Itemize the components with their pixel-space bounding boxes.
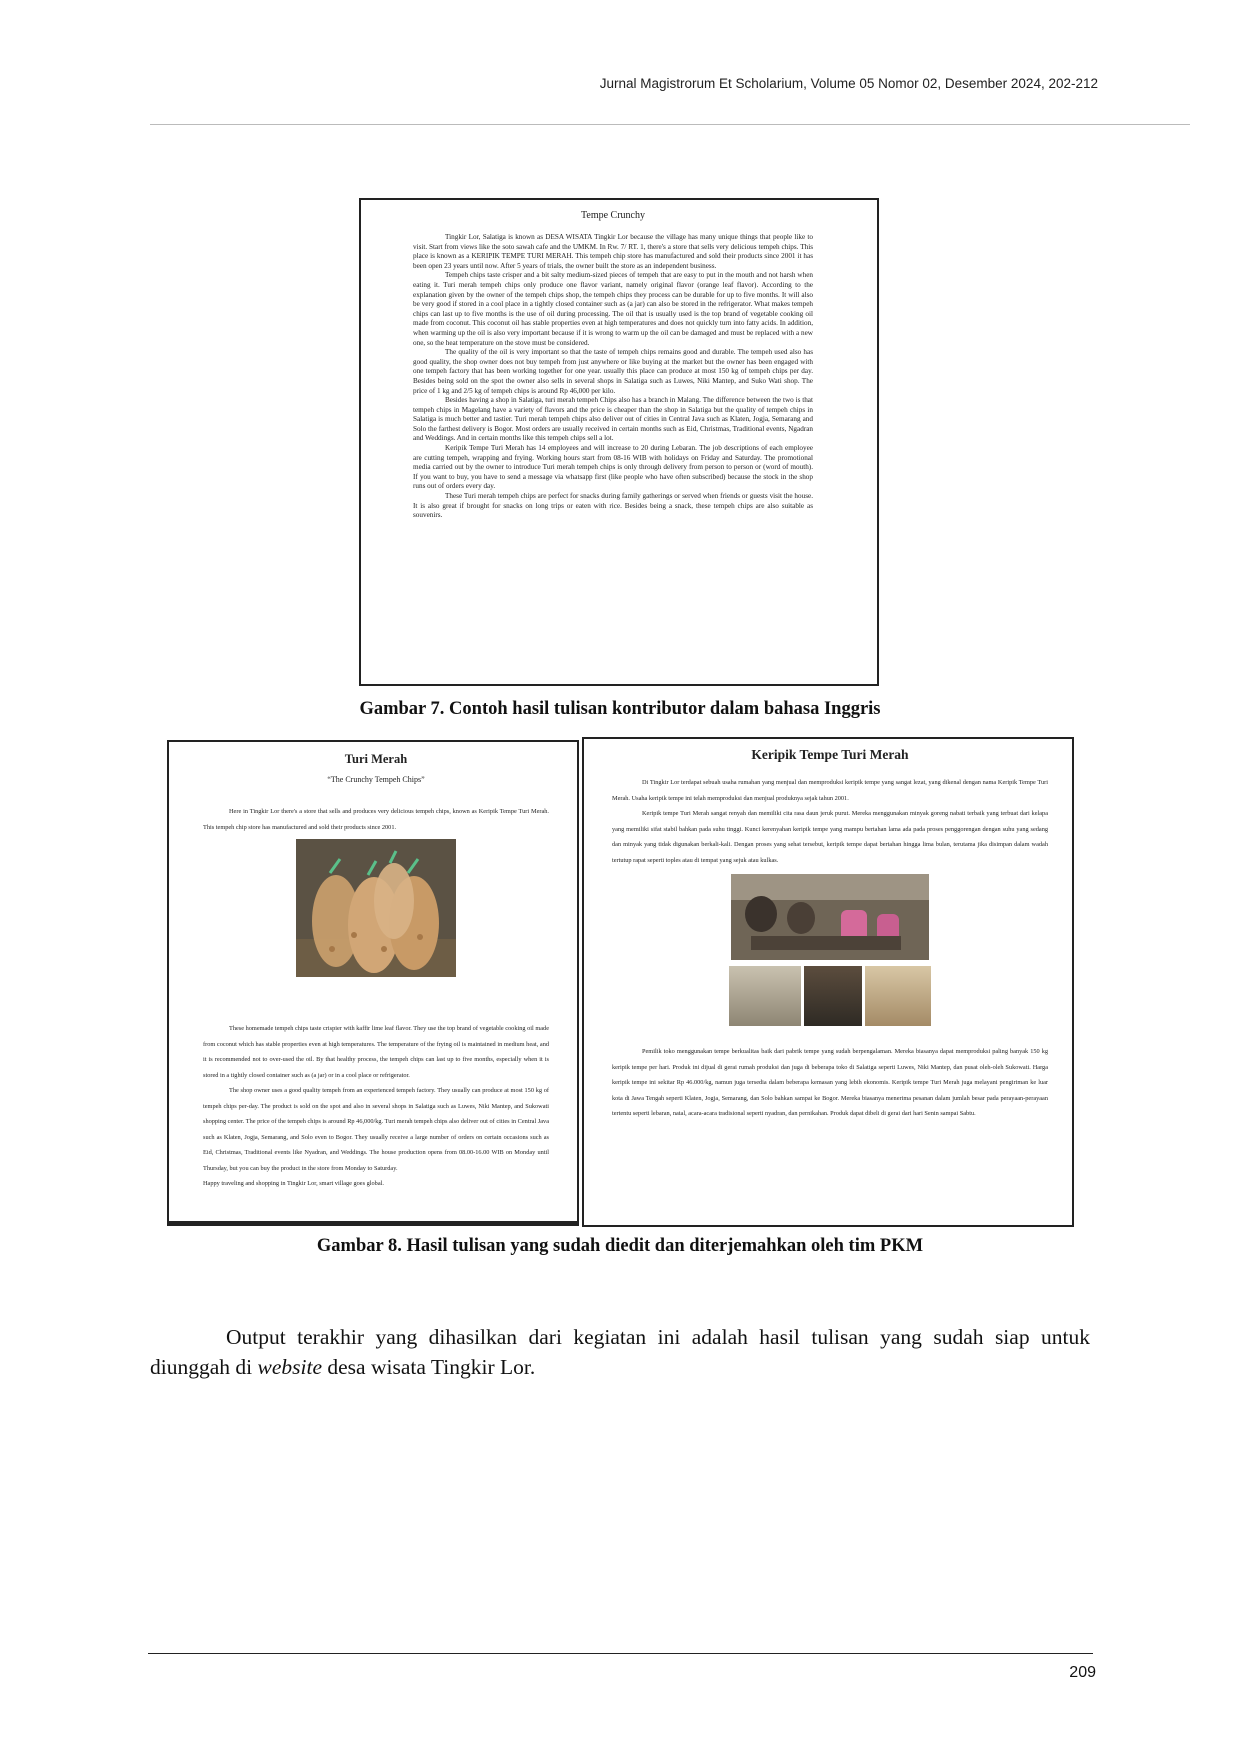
figure-7-caption: Gambar 7. Contoh hasil tulisan kontributor dalam bahasa Inggris [359, 699, 881, 719]
figure-7-paragraph: Tingkir Lor, Salatiga is known as DESA WISATA Tingkir Lor because the village has many unique things that people like to visit. Start from views like the soto sawah cafe and the UMKM. In Rw. 7/ RT. 1, there's a store that sells very delicious tempeh chips. This place is known as a KERIPIK TEMPE TURI MERAH. This tempeh chip store has manufactured and sold their products since 2001 it has been open 23 years until now. After 5 years of trials, the owner built the store as an independent business. [413, 233, 813, 270]
figure-7-paragraph: Tempeh chips taste crisper and a bit salty medium-sized pieces of tempeh that are easy to put in the mouth and not harsh when eating it. Turi merah tempeh chips only produce one flavor variant, namely original flavor (orange leaf flavor). According to the explanation given by the owner of the tempeh chips shop, the tempeh chips they process can be durable for up to five months. It will also be very good if stored in a cool place in a tightly closed container such as (a jar) can also be stored in the refrigerator. What makes tempeh chips can last up to five months is the use of oil during processing. The oil that is usually used is the top brand of vegetable cooking oil made from coconut. This coconut oil has stable properties even at high temperatures and does not quickly turn into fatty acids. In addition, when warming up the oil is also very important because if it is wrong to warm up the oil can be damaged and must be replaced with a new one, so the heat temperature on the stove must be considered. [413, 271, 813, 347]
figure-8-left-paragraph: The shop owner uses a good quality tempeh from an experienced tempeh factory. They usually can produce at most 150 kg of tempeh chips per-day. The product is sold on the spot and also in several shops in Salatiga such as Luwes, Niki Mantep, and Sukowati shopping center. The price of the tempeh chips is around Rp 46,000/kg. Turi merah tempeh chips also deliver out of cities in Central Java such as Klaten, Jogja, Semarang, and Solo even to Bogor. They usually receive a large number of orders on certain occasions such as Eid, Christmas, Traditional events like Nyadran, and Weddings. The house production opens from 08.00-16.00 WIB on Monday until Thursday, but you can buy the product in the store from Monday to Saturday. [203, 1087, 549, 1172]
running-head: Jurnal Magistrorum Et Scholarium, Volume 05 Nomor 02, Desember 2024, 202-212 [599, 76, 1098, 91]
header-rule [150, 124, 1190, 125]
body-text-after: desa wisata Tingkir Lor. [322, 1355, 536, 1379]
figure-8-right-paragraph: Di Tingkir Lor terdapat sebuah usaha rumahan yang menjual dan memproduksi keripik tempe yang sangat lezat, yang dikenal dengan nama Keripik Tempe Turi Merah. Usaha keripik tempe ini telah memproduksi dan menjual produknya sejak tahun 2001. [612, 779, 1048, 802]
body-text-before: Output terakhir yang dihasilkan dari kegiatan ini adalah hasil tulisan yang sudah siap untuk diunggah di [150, 1325, 1090, 1379]
tempeh-photo [729, 966, 801, 1026]
figure-8-left-subtitle: “The Crunchy Tempeh Chips” [327, 775, 425, 784]
frying-photo [804, 966, 862, 1026]
page-number: 209 [1069, 1664, 1096, 1681]
body-paragraph [150, 1322, 1090, 1382]
figure-7-document-image [359, 198, 879, 686]
figure-7-doc-title: Tempe Crunchy [580, 210, 645, 221]
photo-collage [724, 966, 936, 1026]
figure-8-english-document-image [167, 740, 579, 1226]
figure-7-paragraph: The quality of the oil is very important so that the taste of tempeh chips remains good and durable. The tempeh used also has good quality, the shop owner does not buy tempeh from just anywhere or like buying at the market but the owner has been engaged with one tempeh factory that has been working together for one year. usually this place can produce at most 150 kg of tempeh chips per day. Besides being sold on the spot the owner also sells in several shops in Salatiga such as Luwes, Niki Mantep, and Suko Wati shop. The price of 1 kg and 2/5 kg of tempeh chips is around Rp 46,000 per kilo. [413, 348, 813, 395]
chips-pack-photo [865, 966, 931, 1026]
figure-7-paragraph: These Turi merah tempeh chips are perfect for snacks during family gatherings or served when friends or guests visit the house. It is also great if brought for snacks on long trips or eaten with rice. Besides being a snack, these tempeh chips are also suitable as souvenirs. [413, 492, 813, 520]
figure-8-left-closing: Happy traveling and shopping in Tingkir Lor, smart village goes global. [203, 1180, 384, 1187]
figure-7-paragraph: Besides having a shop in Salatiga, turi merah tempeh Chips also has a branch in Malang. The difference between the two is that tempeh chips in Magelang have a variety of flavors and the price is cheaper than the shop in Salatiga but the quality of tempeh chips in Salatiga is much better and tastier. Turi merah tempeh chips also deliver out of cities in Central Java such as Klaten, Jogja, Semarang and Solo the farthest delivery is Bogor. Most orders are usually received in certain months such as Eid, Christmas, Traditional events, Ngadran and Weddings. And in certain months like this tempeh chips sell a lot. [413, 396, 813, 443]
figure-7-paragraph: Keripik Tempe Turi Merah has 14 employees and will increase to 20 during Lebaran. The job descriptions of each employee are cutting tempeh, wrapping and frying. Working hours start from 08-16 WIB with holidays on Friday and Saturday. The promotional media carried out by the owner to introduce Turi merah tempeh chips is only through delivery from person to person or (word of mouth). If you want to buy, you have to send a message via whatsapp first (like people who have often subscribed) because the stock in the shop runs out of orders every day. [413, 444, 813, 491]
footer-rule [148, 1653, 1093, 1654]
figure-8-left-intro: Here in Tingkir Lor there's a store that sells and produces very delicious tempeh chips, known as Keripik Tempe Turi Merah. This tempeh chip store has manufactured and sold their products since 2001. [203, 808, 549, 831]
body-emphasis: website [257, 1355, 322, 1379]
figure-8-right-paragraph: Pemilik toko menggunakan tempe berkualitas baik dari pabrik tempe yang sudah berpengalaman. Mereka biasanya dapat memproduksi paling banyak 150 kg keripik tempe per hari. Produk ini dijual di gerai rumah produksi dan juga di beberapa toko di Salatiga seperti Luwes, Niki Mantep, dan pusat oleh-oleh Sukowati. Harga keripik tempe ini sekitar Rp 46.000/kg, namun juga tersedia dalam beberapa kemasan yang lebih ekonomis. Keripik tempe Turi Merah juga melayani pengiriman ke luar kota di Jawa Tengah seperti Klaten, Jogja, Semarang, dan Solo bahkan sampai ke Bogor. Mereka biasanya menerima pesanan dalam jumlah besar pada perayaan-perayaan tertentu seperti lebaran, natal, acara-acara tradisional seperti nyadran, dan pernikahan. Produk dapat dibeli di gerai dari hari Senin sampai Sabtu. [612, 1048, 1048, 1117]
figure-8-caption: Gambar 8. Hasil tulisan yang sudah diedit dan diterjemahkan oleh tim PKM [316, 1236, 924, 1256]
figure-8-left-paragraph: These homemade tempeh chips taste crispier with kaffir lime leaf flavor. They use the top brand of vegetable cooking oil made from coconut which has stable properties even at high temperatures. The temperature of the frying oil is maintained in medium heat, and it is recommended not to over-used the oil. By that healthy process, the tempeh chips can last up to five months, especially when it is stored in a tightly closed container such as (a jar) or in a cool place or refrigerator. [203, 1025, 549, 1079]
figure-8-indonesian-document-image [582, 737, 1074, 1227]
figure-8-left-title: Turi Merah [344, 752, 408, 766]
figure-8-right-paragraph: Keripik tempe Turi Merah sangat renyah dan memiliki cita rasa daun jeruk purut. Mereka menggunakan minyak goreng nabati terbaik yang terbuat dari kelapa yang memiliki sifat stabil bahkan pada suhu tinggi. Kunci kerenyahan keripik tempe yang mampu bertahan lama ada pada proses penggorengan dengan suhu yang sedang dan minyak yang tidak digunakan berkali-kali. Dengan proses yang sehat tersebut, keripik tempe dapat bertahan hingga lima bulan, terutama jika disimpan dalam wadah tertutup rapat seperti toples atau di tempat yang sejuk atau kulkas. [612, 810, 1048, 864]
production-kitchen-photo [731, 874, 929, 960]
tempeh-chips-photo [296, 839, 456, 977]
figure-8-right-title: Keripik Tempe Turi Merah [751, 747, 909, 762]
